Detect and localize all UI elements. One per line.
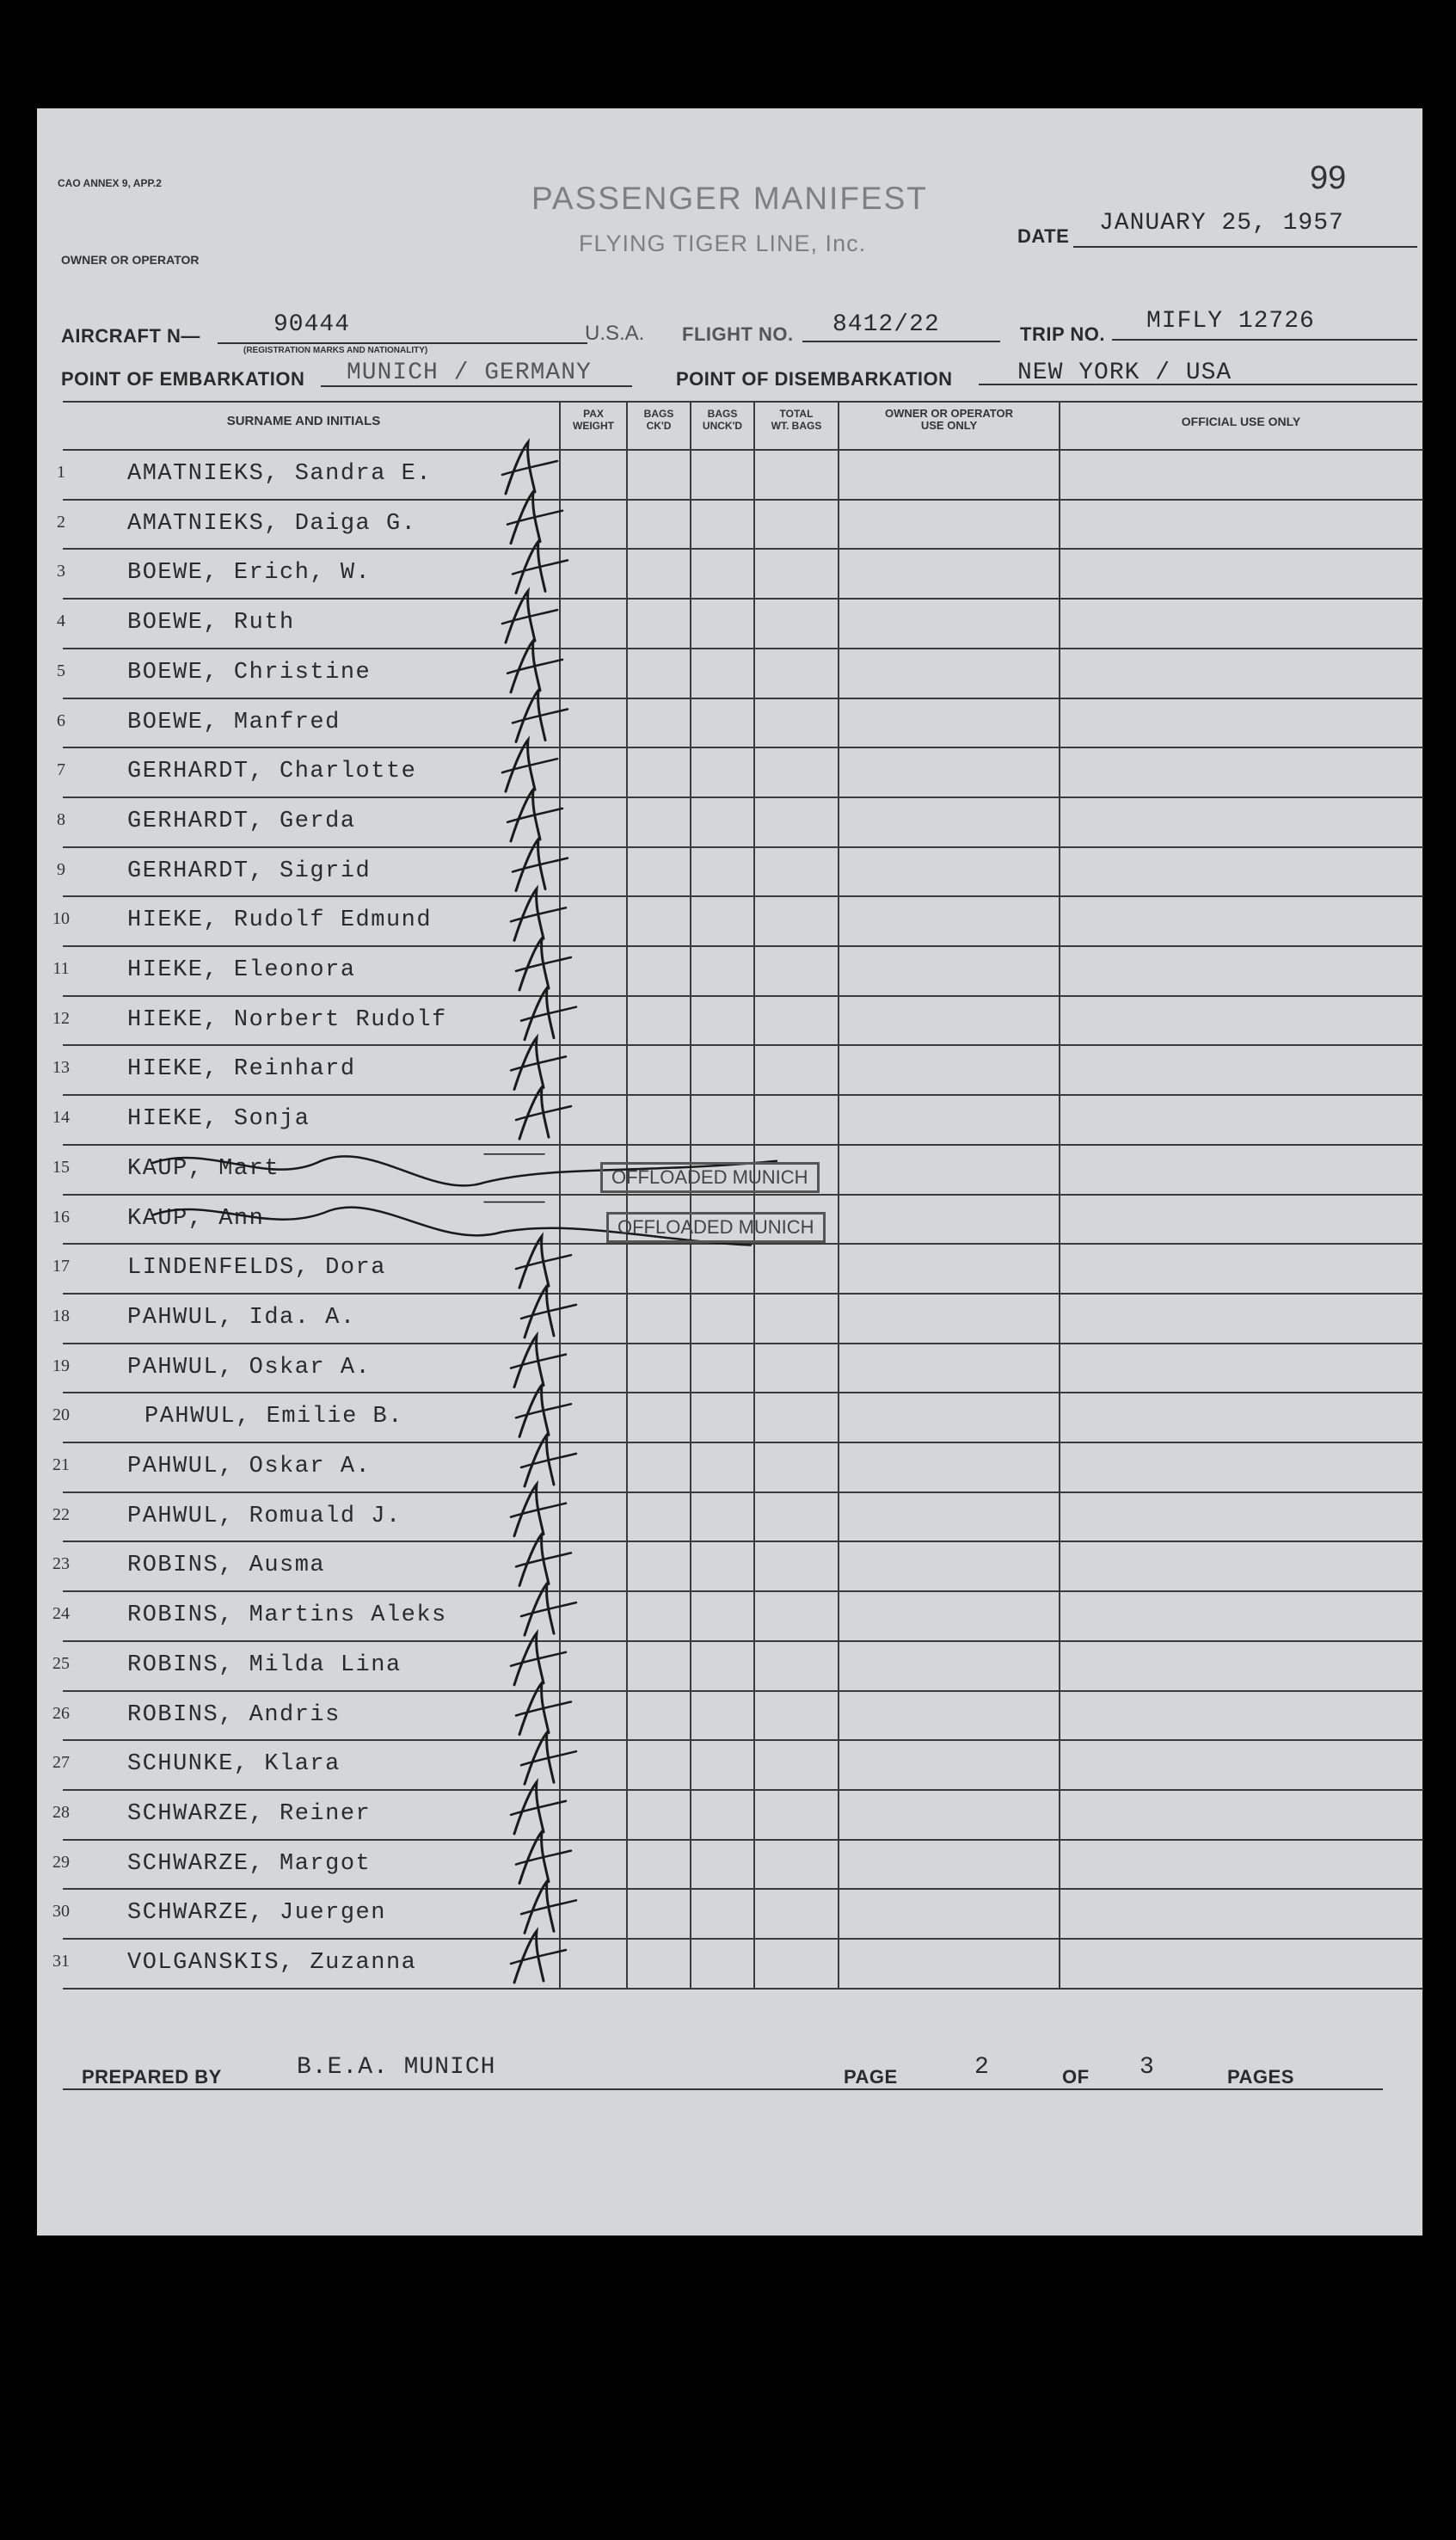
passenger-name: SCHWARZE, Margot xyxy=(127,1850,372,1877)
passenger-name: ROBINS, Milda Lina xyxy=(127,1651,402,1678)
row-number: 31 xyxy=(52,1952,70,1971)
passenger-name: KAUP, Ann xyxy=(127,1205,265,1232)
passenger-name: PAHWUL, Ida. A. xyxy=(127,1304,356,1331)
row-number: 13 xyxy=(52,1058,70,1078)
trip-label: TRIP NO. xyxy=(1020,323,1105,345)
page-label: PAGE xyxy=(844,2066,898,2088)
passenger-name: BOEWE, Erich, W. xyxy=(127,560,372,587)
passenger-name: BOEWE, Ruth xyxy=(127,610,295,637)
official-use-header: OFFICIAL USE ONLY xyxy=(1181,415,1301,428)
row-number: 19 xyxy=(52,1356,70,1375)
row-number: 2 xyxy=(57,512,65,532)
row-number: 18 xyxy=(52,1306,70,1325)
registration-note: (REGISTRATION MARKS AND NATIONALITY) xyxy=(243,346,428,355)
passenger-name: VOLGANSKIS, Zuzanna xyxy=(127,1950,417,1976)
row-number: 17 xyxy=(52,1257,70,1276)
passenger-name: GERHARDT, Gerda xyxy=(127,808,356,834)
row-number: 28 xyxy=(52,1802,70,1822)
passenger-name: GERHARDT, Sigrid xyxy=(127,858,372,884)
owner-label: OWNER OR OPERATOR xyxy=(61,253,200,267)
row-number: 26 xyxy=(52,1703,70,1723)
manifest-page xyxy=(37,108,1422,2236)
passenger-name: ROBINS, Martins Aleks xyxy=(127,1602,447,1629)
row-number: 24 xyxy=(52,1604,70,1624)
row-number: 21 xyxy=(52,1455,70,1474)
passenger-name: BOEWE, Manfred xyxy=(127,709,341,735)
aircraft-label: AIRCRAFT N— xyxy=(61,325,200,347)
prepared-by-value: B.E.A. MUNICH xyxy=(297,2054,496,2081)
row-number: 11 xyxy=(52,959,70,978)
passenger-name: SCHWARZE, Juergen xyxy=(127,1900,386,1927)
passenger-name: SCHWARZE, Reiner xyxy=(127,1800,372,1827)
date-label: DATE xyxy=(1017,225,1070,247)
row-number: 6 xyxy=(57,710,65,730)
pax-weight-header: PAX WEIGHT xyxy=(573,408,614,432)
embark-value: MUNICH / GERMANY xyxy=(347,360,592,386)
passenger-name: HIEKE, Eleonora xyxy=(127,957,356,983)
passenger-name: ROBINS, Andris xyxy=(127,1701,341,1728)
row-number: 27 xyxy=(52,1753,70,1773)
passenger-name: ROBINS, Ausma xyxy=(127,1553,326,1579)
page-value: 2 xyxy=(974,2054,990,2081)
row-number: 20 xyxy=(52,1405,70,1425)
row-number: 30 xyxy=(52,1902,70,1922)
disembark-value: NEW YORK / USA xyxy=(1017,360,1232,386)
offloaded-stamp: OFFLOADED MUNICH xyxy=(600,1162,820,1193)
of-value: 3 xyxy=(1140,2054,1155,2081)
flight-value: 8412/22 xyxy=(832,311,940,338)
row-number: 12 xyxy=(52,1008,70,1028)
date-value: JANUARY 25, 1957 xyxy=(1099,210,1344,237)
total-bags-header: TOTAL WT. BAGS xyxy=(771,408,822,432)
form-id: CAO ANNEX 9, APP.2 xyxy=(58,177,162,189)
disembark-label: POINT OF DISEMBARKATION xyxy=(676,368,953,390)
row-number: 1 xyxy=(57,463,65,482)
row-number: 25 xyxy=(52,1653,70,1673)
operator-name: FLYING TIGER LINE, Inc. xyxy=(579,231,867,256)
row-number: 10 xyxy=(52,909,70,929)
country-label: U.S.A. xyxy=(585,322,645,345)
offloaded-stamp: OFFLOADED MUNICH xyxy=(606,1212,826,1243)
passenger-name: LINDENFELDS, Dora xyxy=(127,1255,386,1282)
passenger-name: HIEKE, Reinhard xyxy=(127,1056,356,1083)
passenger-name: GERHARDT, Charlotte xyxy=(127,759,417,785)
row-number: 22 xyxy=(52,1504,70,1524)
row-number: 4 xyxy=(57,612,65,631)
prepared-by-label: PREPARED BY xyxy=(82,2066,222,2088)
trip-value: MIFLY 12726 xyxy=(1146,308,1315,335)
of-label: OF xyxy=(1062,2066,1090,2088)
row-number: 23 xyxy=(52,1554,70,1574)
bags-unckd-header: BAGS UNCK'D xyxy=(702,408,743,432)
aircraft-value: 90444 xyxy=(273,311,351,338)
surname-header: SURNAME AND INITIALS xyxy=(226,414,381,428)
row-number: 7 xyxy=(57,760,65,780)
embark-label: POINT OF EMBARKATION xyxy=(61,368,305,390)
pages-label: PAGES xyxy=(1227,2066,1294,2088)
passenger-name: KAUP, Mart xyxy=(127,1155,280,1182)
row-number: 9 xyxy=(57,859,65,879)
bags-ckd-header: BAGS CK'D xyxy=(643,408,674,432)
row-number: 3 xyxy=(57,562,65,581)
passenger-name: AMATNIEKS, Daiga G. xyxy=(127,510,417,537)
passenger-name: HIEKE, Norbert Rudolf xyxy=(127,1006,447,1033)
manifest-title: PASSENGER MANIFEST xyxy=(531,181,928,216)
row-number: 14 xyxy=(52,1108,70,1128)
row-number: 29 xyxy=(52,1852,70,1872)
passenger-name: SCHUNKE, Klara xyxy=(127,1751,341,1778)
row-number: 8 xyxy=(57,809,65,829)
owner-use-header: OWNER OR OPERATOR USE ONLY xyxy=(884,407,1014,432)
passenger-name: PAHWUL, Romuald J. xyxy=(127,1503,402,1529)
passenger-name: PAHWUL, Oskar A. xyxy=(127,1354,372,1381)
row-number: 15 xyxy=(52,1157,70,1177)
passenger-name: BOEWE, Christine xyxy=(127,659,372,686)
flight-label: FLIGHT NO. xyxy=(682,323,794,345)
row-number: 5 xyxy=(57,661,65,680)
row-number: 16 xyxy=(52,1207,70,1227)
passenger-name: HIEKE, Rudolf Edmund xyxy=(127,907,433,934)
passenger-name: PAHWUL, Oskar A. xyxy=(127,1454,372,1479)
passenger-name: HIEKE, Sonja xyxy=(127,1106,310,1133)
passenger-name: AMATNIEKS, Sandra E. xyxy=(127,461,433,487)
passenger-name: PAHWUL, Emilie B. xyxy=(144,1404,403,1430)
page-number: 99 xyxy=(1310,160,1347,196)
